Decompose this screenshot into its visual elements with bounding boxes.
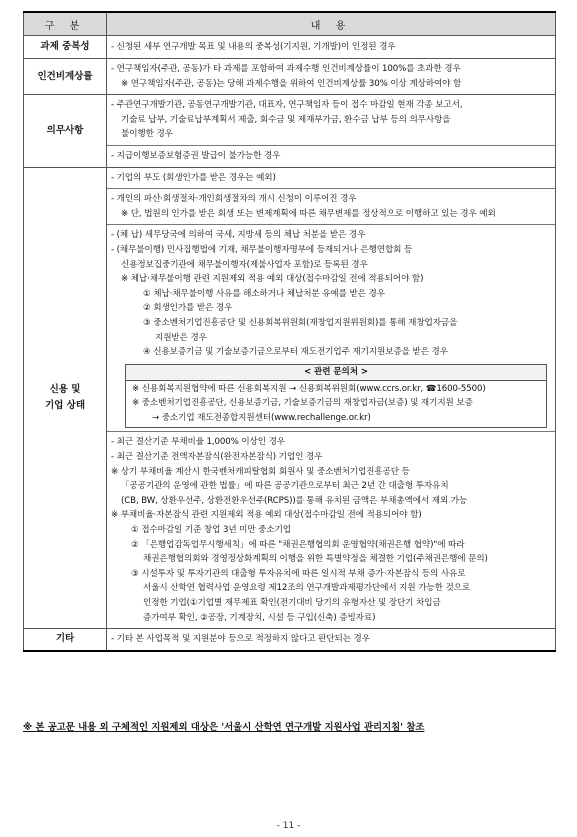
content-sub-block bbox=[107, 431, 555, 625]
row-content bbox=[107, 167, 556, 629]
contact-line: ※ 중소벤처기업진흥공단, 신용보증기금, 기술보증기금의 재창업자금(보증) 및 재기지원 보증 bbox=[132, 398, 473, 409]
row-label-line: 기업 상태 bbox=[44, 399, 85, 411]
content-note: ※ 단, 법원의 인가를 받은 회생 또는 변제계획에 따른 채무변제를 정상적으로 이행하고 있는 경우 예외 bbox=[121, 208, 496, 219]
content-item: ① 접수마감일 기준 창업 3년 미만 중소기업 bbox=[131, 525, 291, 536]
page-number: - 11 - bbox=[276, 821, 301, 831]
content-note: ※ 부채비율·자본잠식 관련 지원제외 적용 예외 대상(접수마감일 전에 적용되어야 함) bbox=[111, 510, 422, 521]
table-header-row bbox=[24, 12, 556, 36]
table-row-other bbox=[24, 629, 556, 651]
content-line: - 신청된 세부 연구개발 목표 및 내용의 중복성(기지원, 기개발)이 인정된 경우 bbox=[111, 41, 396, 52]
contact-line: ※ 신용회복지원협약에 따른 신용회복지원 → 신용회복위원회(www.ccrs.or.kr, ☎1600-5500) bbox=[132, 383, 486, 394]
content-item: ② 「은행업감독업무시행세칙」에 따른 "채권은행협의회 운영협약(채권은행 협약)"에 따라 bbox=[131, 539, 465, 550]
content-sub-block bbox=[107, 188, 555, 221]
row-label-line: 신용 및 bbox=[49, 383, 81, 395]
content-line: 신용정보집중기관에 채무불이행자(제불사업자 포함)로 등록된 경우 bbox=[121, 259, 368, 270]
header-category: 구 분 bbox=[24, 12, 107, 36]
contact-line: → 중소기업 재도전종합지원센터(www.rechallenge.or.kr) bbox=[152, 412, 371, 423]
content-item: 증가여부 확인, ②공장, 기계장치, 시설 등 구입(신축) 증빙자료) bbox=[143, 612, 376, 623]
content-line: - (채무불이행) 민사집행법에 기재, 채무불이행자명부에 등재되거나 은행연합회 등 bbox=[111, 244, 413, 255]
content-item: ③ 중소벤처기업진흥공단 및 신용회복위원회(재창업지원위원회)를 통해 재창업자금을 bbox=[143, 317, 458, 328]
content-item: ③ 시설투자 및 투자기관의 대출형 투자유치에 따른 일시적 부채 증가·자본잠식 등의 사유로 bbox=[131, 568, 466, 579]
row-content bbox=[107, 59, 556, 95]
content-line: - 최근 결산기준 전액자본잠식(완전자본잠식) 기업인 경우 bbox=[111, 452, 323, 463]
content-item: 채권은행협의회와 경영정상화계획의 이행을 위한 특별약정을 체결한 기업(주채권은행에 문의) bbox=[143, 554, 488, 565]
content-item: ① 체납·채무불이행 사유를 해소하거나 체납처분 유예를 받은 경우 bbox=[143, 288, 385, 299]
content-line: 「공공기관의 운영에 관한 법률」에 따른 공공기관으로부터 최근 2년 간 대출형 투자유치 bbox=[121, 481, 449, 492]
row-label: 과제 중복성 bbox=[24, 36, 107, 59]
content-line: - 연구책임자(주관, 공동)가 타 과제를 포함하여 과제수행 인건비계상률이 100%를 초과한 경우 bbox=[111, 64, 461, 74]
content-item: 서울시 산학연 협력사업 운영요령 제12조의 연구개발과제평가단에서 지원 가능한 것으로 bbox=[143, 583, 471, 594]
content-line: - 지급이행보증보험증권 발급이 불가능한 경우 bbox=[111, 150, 281, 161]
row-label bbox=[24, 167, 107, 629]
content-sub-block bbox=[107, 145, 555, 164]
content-line: 기술료 납부, 기술료납부계획서 제출, 회수금 및 제재부가금, 환수금 납부 등의 의무사항을 bbox=[121, 114, 451, 125]
content-line: - 기타 본 사업목적 및 지원분야 등으로 적정하지 않다고 판단되는 경우 bbox=[111, 634, 370, 645]
content-line: 불이행한 경우 bbox=[121, 129, 173, 140]
row-label: 기타 bbox=[24, 629, 107, 651]
row-content bbox=[107, 36, 556, 59]
table-row-duplicate bbox=[24, 36, 556, 59]
contact-title: < 관련 문의처 > bbox=[126, 365, 546, 381]
row-label: 의무사항 bbox=[24, 95, 107, 167]
content-item: 지원받은 경우 bbox=[155, 332, 207, 343]
content-line: (CB, BW, 상환우선주, 상환전환우선주(RCPS))를 통해 유치된 금액은 부채총액에서 제외 가능 bbox=[121, 495, 468, 506]
content-note: ※ 상기 부채비율 계산시 한국벤처캐피탈협회 회원사 및 중소벤처기업진흥공단 등 bbox=[111, 466, 410, 477]
content-sub-block bbox=[107, 224, 555, 428]
content-item: 인정한 기업(①기업별 재무제표 확인(전기대비 당기의 유형자산 및 장단기 차입금 bbox=[143, 598, 441, 608]
content-line: - 기업의 부도 (회생인가를 받은 경우는 예외) bbox=[111, 172, 276, 183]
contact-box bbox=[125, 364, 547, 429]
content-line: - 개인의 파산·회생절차·개인회생절차의 개시 신청이 이루어진 경우 bbox=[111, 194, 357, 205]
content-note: ※ 연구책임자(주관, 공동)는 당해 과제수행을 위하여 인건비계상률 30% 이상 계상하여야 함 bbox=[121, 78, 462, 89]
table-row-obligation bbox=[24, 95, 556, 167]
content-line: - (체 납) 세무당국에 의하여 국세, 지방세 등의 체납 처분을 받은 경우 bbox=[111, 230, 366, 241]
footnote: ※ 본 공고문 내용 외 구체적인 지원제외 대상은 '서울시 산학연 연구개발 지원사업 관리지침' 참조 bbox=[23, 722, 425, 733]
content-line: - 주관연구개발기관, 공동연구개발기관, 대표자, 연구책임자 등이 접수 마감일 현재 각종 보고서, bbox=[111, 100, 463, 111]
table-row-credit bbox=[24, 167, 556, 629]
row-label: 인건비계상률 bbox=[24, 59, 107, 95]
contact-body bbox=[126, 381, 546, 428]
content-note: ※ 체납·채무불이행 관련 지원제외 적용 예외 대상(접수마감일 전에 적용되어야 함) bbox=[121, 274, 424, 285]
content-line: - 최근 결산기준 부채비율 1,000% 이상인 경우 bbox=[111, 437, 285, 448]
content-item: ② 회생인가를 받은 경우 bbox=[143, 303, 233, 314]
exclusion-criteria-table bbox=[23, 11, 556, 652]
content-item: ④ 신용보증기금 및 기술보증기금으로부터 재도전기업주 재기지원보증을 받은 경우 bbox=[143, 347, 448, 358]
table-row-personnel bbox=[24, 59, 556, 95]
header-content: 내 용 bbox=[107, 12, 556, 36]
row-content bbox=[107, 95, 556, 167]
row-content bbox=[107, 629, 556, 651]
